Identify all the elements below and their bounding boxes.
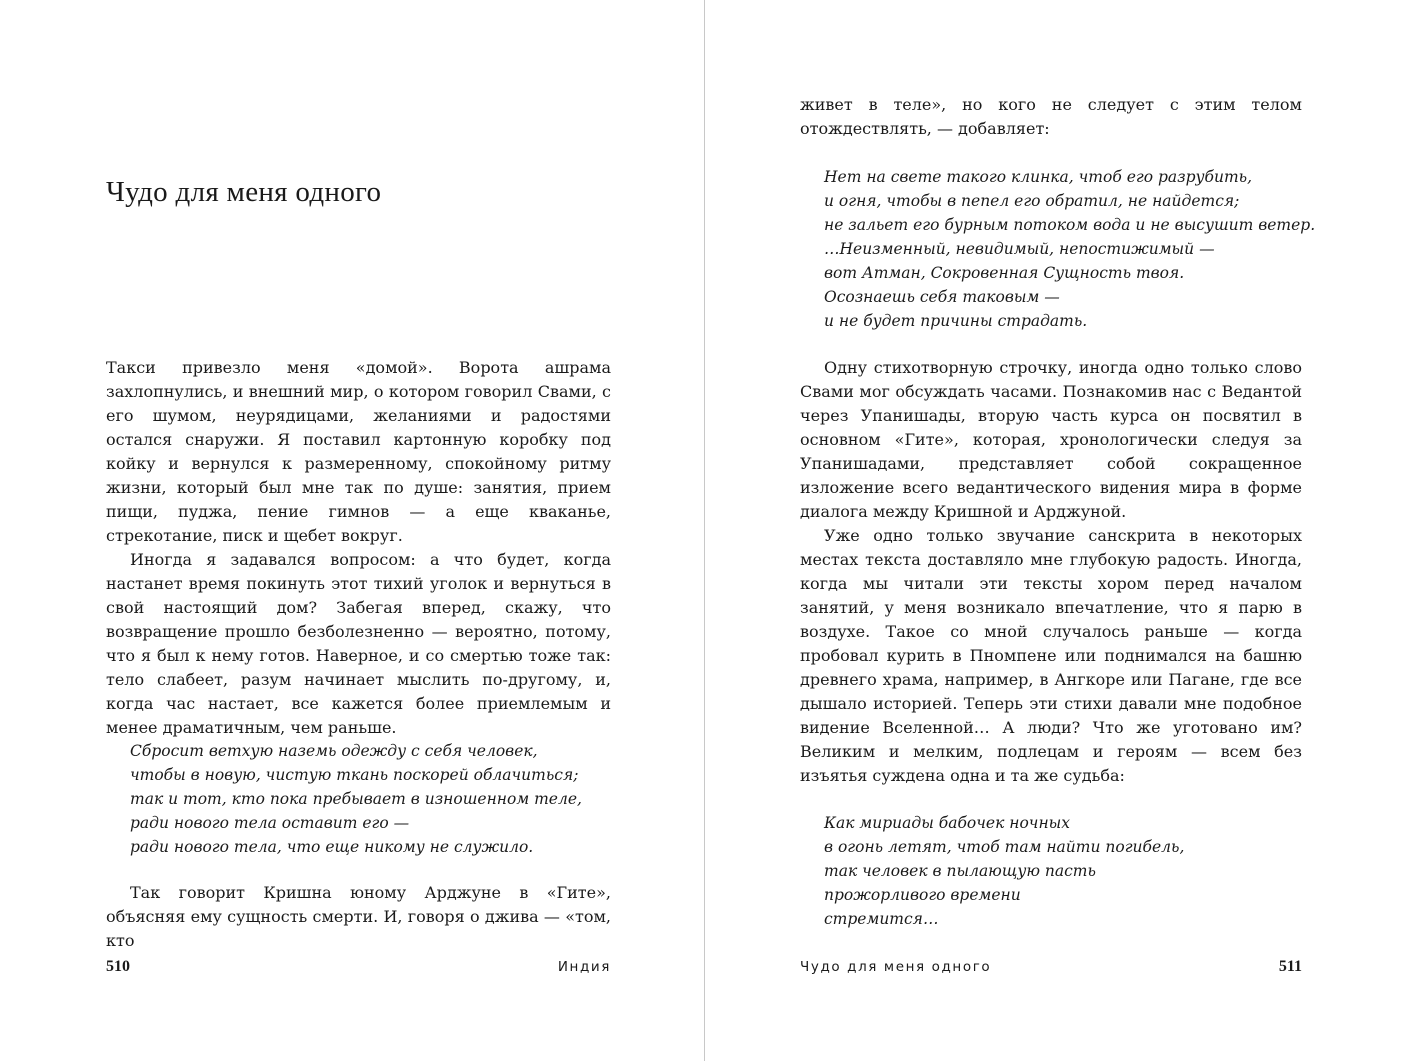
page-number-right: 511: [1278, 958, 1302, 975]
verse-line: вот Атман, Сокровенная Сущность твоя.: [824, 264, 1185, 282]
paragraph: Так говорит Кришна юному Арджуне в «Гите», объясняя ему сущность смерти. И, говоря о джива — «том, кто: [106, 883, 611, 950]
verse-line: прожорливого времени: [824, 886, 1021, 904]
right-verse-2: [824, 811, 1184, 931]
verse-line: так человек в пылающую пасть: [824, 862, 1096, 880]
gutter-divider: [704, 0, 705, 1061]
right-body-text-top: [800, 93, 1302, 141]
left-verse: [130, 739, 582, 859]
verse-line: ради нового тела оставит его —: [130, 814, 410, 832]
verse-line: и огня, чтобы в пепел его обратил, не найдется;: [824, 192, 1240, 210]
chapter-title: Чудо для меня одного: [106, 176, 382, 208]
right-verse-1: [824, 165, 1315, 333]
paragraph: Одну стихотворную строчку, иногда одно только слово Свами мог обсуждать часами. Познакомив нас с Ведантой через Упанишады, вторую часть курса он посвятил в основном «Гите», которая, хронологически следуя за Упанишадами, представляет собой сокращенное изложение всего ведантического видения мира в форме диалога между Кришной и Арджуной.: [800, 358, 1302, 521]
right-body-text: [800, 356, 1302, 788]
right-page: [800, 0, 1316, 1061]
left-body-text: [106, 356, 611, 740]
verse-line: Как мириады бабочек ночных: [824, 814, 1071, 832]
verse-line: Сбросит ветхую наземь одежду с себя человек,: [130, 742, 538, 760]
paragraph: Уже одно только звучание санскрита в некоторых местах текста доставляло мне глубокую радость. Иногда, когда мы читали эти тексты хором перед началом занятий, у меня возникало впечатление, что я парю в воздухе. Такое со мной случалось раньше — когда пробовал курить в Пномпене или поднимался на башню древнего храма, например, в Ангкоре или Пагане, где все дышало историей. Теперь эти стихи давали мне подобное видение Вселенной… А люди? Что же уготовано им? Великим и мелким, подлецам и героям — всем без изъятья суждена одна и та же судьба:: [800, 526, 1302, 785]
paragraph: живет в теле», но кого не следует с этим телом отождествлять, — добавляет:: [800, 95, 1302, 138]
verse-line: стремится…: [824, 910, 939, 928]
left-page: [106, 0, 611, 1061]
verse-line: в огонь летят, чтоб там найти погибель,: [824, 838, 1185, 856]
verse-line: чтобы в новую, чистую ткань поскорей облачиться;: [130, 766, 579, 784]
verse-line: ради нового тела, что еще никому не служило.: [130, 838, 534, 856]
page-number-left: 510: [106, 958, 130, 975]
paragraph: Такси привезло меня «домой». Ворота ашрама захлопнулись, и внешний мир, о котором говорил Свами, с его шумом, неурядицами, желаниями и радостями остался снаружи. Я поставил картонную коробку под койку и вернулся к размеренному, спокойному ритму жизни, который был мне так по душе: занятия, прием пищи, пуджа, пение гимнов — а еще кваканье, стрекотание, писк и щебет вокруг.: [106, 358, 611, 545]
verse-line: Осознаешь себя таковым —: [824, 288, 1060, 306]
left-body-text-end: [106, 881, 611, 953]
verse-line: не зальет его бурным потоком вода и не высушит ветер.: [824, 216, 1316, 234]
running-head-right: Чудо для меня одного: [800, 959, 992, 975]
verse-line: и не будет причины страдать.: [824, 312, 1088, 330]
verse-line: …Неизменный, невидимый, непостижимый —: [824, 240, 1215, 258]
running-head-left: Индия: [557, 959, 611, 975]
paragraph: Иногда я задавался вопросом: а что будет, когда настанет время покинуть этот тихий уголок и вернуться в свой настоящий дом? Забегая вперед, скажу, что возвращение прошло безболезненно — вероятно, потому, что я был к нему готов. Наверное, и со смертью тоже так: тело слабеет, разум начинает мыслить по-другому, и, когда час настает, все кажется более приемлемым и менее драматичным, чем раньше.: [106, 550, 611, 737]
verse-line: Нет на свете такого клинка, чтоб его разрубить,: [824, 168, 1253, 186]
verse-line: так и тот, кто пока пребывает в изношенном теле,: [130, 790, 582, 808]
